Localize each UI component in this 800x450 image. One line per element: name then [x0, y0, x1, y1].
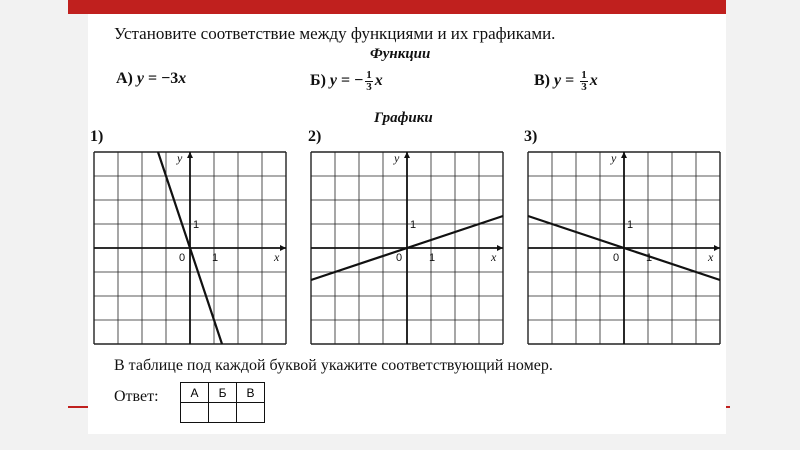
answer-cell-v[interactable]	[237, 403, 265, 423]
graph-1-svg	[94, 152, 286, 344]
graph-2-label: 2)	[308, 128, 322, 145]
instruction-text: В таблице под каждой буквой укажите соответствующий номер.	[114, 357, 553, 374]
y-unit-label: 1	[627, 219, 634, 231]
function-b-fraction	[365, 70, 373, 93]
right-accent-line	[726, 406, 730, 408]
x-axis-label: x	[491, 250, 497, 264]
function-v-numerator: 1	[581, 69, 587, 81]
x-unit-label: 1	[646, 252, 653, 264]
graph-3-svg	[528, 152, 720, 344]
answer-header-row	[181, 383, 265, 403]
graph-3	[528, 152, 720, 344]
function-a	[116, 70, 186, 88]
top-accent-bar	[68, 0, 726, 14]
function-a-eq: = −3	[144, 70, 179, 87]
function-b-eq: = −	[337, 72, 364, 90]
answer-header-v: В	[237, 383, 265, 403]
graph-1-label: 1)	[90, 128, 104, 145]
function-b-letter: Б)	[310, 72, 326, 90]
function-b-lhs: y	[329, 72, 338, 90]
answer-table	[180, 382, 265, 423]
function-v-denominator: 3	[581, 81, 587, 93]
graphs-heading: Графики	[374, 110, 433, 126]
x-unit-label: 1	[429, 252, 436, 264]
y-axis-label: y	[611, 151, 617, 165]
left-accent-line	[68, 406, 88, 408]
x-axis-label: x	[274, 250, 280, 264]
y-axis-arrow	[404, 152, 410, 158]
function-a-lhs: y	[136, 70, 144, 87]
function-v-fraction	[580, 70, 588, 93]
origin-label: 0	[396, 252, 403, 264]
function-b-var: x	[374, 72, 383, 90]
function-v	[534, 70, 598, 93]
answer-cell-a[interactable]	[181, 403, 209, 423]
y-axis-arrow	[187, 152, 193, 158]
function-v-var: x	[589, 72, 598, 90]
function-v-letter: В)	[534, 72, 550, 90]
x-axis-arrow	[280, 245, 286, 251]
x-axis-label: x	[708, 250, 714, 264]
answer-label: Ответ:	[114, 388, 159, 405]
y-axis-label: y	[394, 151, 400, 165]
answer-header-b: Б	[209, 383, 237, 403]
graph-1	[94, 152, 286, 344]
answer-header-a: А	[181, 383, 209, 403]
graph-3-label: 3)	[524, 128, 538, 145]
graph-2-svg	[311, 152, 503, 344]
answer-cell-b[interactable]	[209, 403, 237, 423]
graph-2	[311, 152, 503, 344]
function-a-var: x	[178, 70, 187, 87]
y-axis-arrow	[621, 152, 627, 158]
origin-label: 0	[613, 252, 620, 264]
y-unit-label: 1	[193, 219, 200, 231]
origin-label: 0	[179, 252, 186, 264]
function-v-lhs: y	[554, 72, 562, 90]
function-b	[310, 70, 383, 93]
function-a-letter: А)	[116, 70, 133, 87]
worksheet	[88, 14, 726, 434]
task-statement: Установите соответствие между функциями и их графиками.	[114, 24, 556, 43]
function-b-numerator: 1	[366, 69, 372, 81]
y-unit-label: 1	[410, 219, 417, 231]
function-b-denominator: 3	[366, 81, 372, 93]
functions-heading: Функции	[370, 46, 431, 62]
function-v-eq: =	[561, 72, 579, 90]
answer-input-row	[181, 403, 265, 423]
y-axis-label: y	[177, 151, 183, 165]
x-axis-arrow	[714, 245, 720, 251]
x-unit-label: 1	[212, 252, 219, 264]
x-axis-arrow	[497, 245, 503, 251]
